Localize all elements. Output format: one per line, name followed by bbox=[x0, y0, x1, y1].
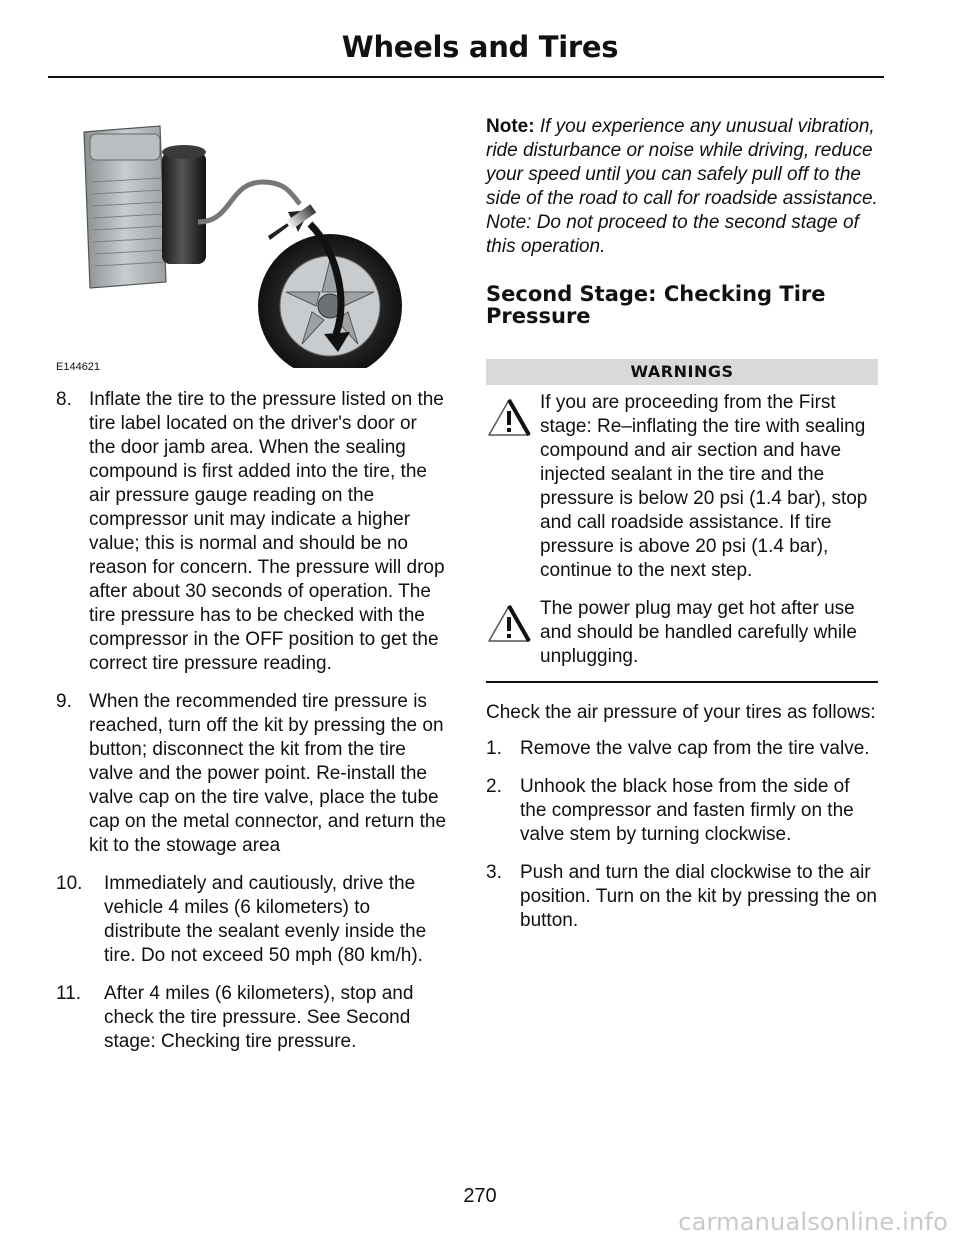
step-number: 10. bbox=[56, 873, 83, 894]
step-number: 3. bbox=[486, 861, 502, 883]
step-number: 11. bbox=[56, 983, 82, 1004]
step-number: 9. bbox=[56, 691, 72, 712]
list-item bbox=[486, 775, 878, 847]
warning-text: The power plug may get hot after use and should be handled carefully while unplugging. bbox=[540, 598, 857, 667]
step-text: Unhook the black hose from the side of the compressor and fasten firmly on the valve stem by turning clockwise. bbox=[520, 775, 854, 845]
warning-triangle-icon bbox=[486, 603, 532, 645]
list-item bbox=[56, 690, 446, 858]
step-text: When the recommended tire pressure is reached, turn off the kit by pressing the on button; disconnect the kit from the tire valve and the power point. Re-install the valve cap on the tire valve, place the tube cap on the metal connector, and return the kit to the stowage area bbox=[89, 691, 447, 856]
warnings-header: WARNINGS bbox=[486, 359, 878, 385]
list-item bbox=[486, 737, 878, 761]
warning-text: If you are proceeding from the First stage: Re–inflating the tire with sealing compound and air section and have injected sealant in the tire and the pressure is below 20 psi (1.4 bar), stop and call roadside assistance. If tire pressure is above 20 psi (1.4 bar), continue to the next step. bbox=[540, 392, 868, 581]
warning-triangle-icon bbox=[486, 397, 532, 439]
warnings-divider bbox=[486, 681, 878, 683]
warning-item bbox=[486, 597, 878, 669]
step-number: 1. bbox=[486, 737, 502, 759]
step-text: Inflate the tire to the pressure listed on the tire label located on the driver's door or the door jamb area. When the sealing compound is first added into the tire, the air pressure gauge reading on the compressor unit may indicate a higher value; this is normal and should be no reason for concern. The pressure will drop after about 30 seconds of operation. The tire pressure has to be checked with the compressor in the OFF position to get the correct tire pressure reading. bbox=[89, 389, 445, 674]
list-item bbox=[56, 982, 446, 1054]
compressor-and-tire-drawing bbox=[48, 112, 440, 380]
section-heading: Second Stage: Checking Tire Pressure bbox=[486, 282, 826, 328]
step-number: 8. bbox=[56, 389, 72, 410]
left-column bbox=[56, 388, 446, 1068]
watermark: carmanualsonline.info bbox=[678, 1208, 948, 1236]
step-text: After 4 miles (6 kilometers), stop and check the tire pressure. See Second stage: Checking tire pressure. bbox=[104, 983, 414, 1052]
note-label: Note: bbox=[486, 116, 535, 137]
check-intro-text: Check the air pressure of your tires as follows: bbox=[486, 701, 876, 723]
inflate-steps-list bbox=[56, 388, 446, 1054]
list-item bbox=[56, 388, 446, 676]
check-steps-list bbox=[486, 737, 878, 933]
list-item bbox=[486, 861, 878, 933]
page-title: Wheels and Tires bbox=[341, 30, 619, 64]
figure-label: E144621 bbox=[56, 361, 101, 373]
step-number: 2. bbox=[486, 775, 502, 797]
step-text: Immediately and cautiously, drive the vehicle 4 miles (6 kilometers) to distribute the sealant evenly inside the tire. Do not exceed 50 mph (80 km/h). bbox=[104, 873, 427, 966]
note-text: If you experience any unusual vibration, ride disturbance or noise while driving, reduce your speed until you can safely pull off to the side of the road to call for roadside assistance. Note: Do not proceed to the second stage of this operation. bbox=[486, 116, 878, 257]
page-number: 270 bbox=[463, 1185, 497, 1207]
note-paragraph bbox=[486, 115, 878, 259]
step-text: Remove the valve cap from the tire valve. bbox=[520, 737, 870, 759]
step-text: Push and turn the dial clockwise to the air position. Turn on the kit by pressing the on button. bbox=[520, 861, 877, 931]
header-divider bbox=[48, 76, 884, 78]
warning-item bbox=[486, 391, 878, 583]
right-column bbox=[486, 115, 878, 947]
list-item bbox=[56, 872, 446, 968]
tire-inflator-illustration bbox=[48, 112, 440, 380]
